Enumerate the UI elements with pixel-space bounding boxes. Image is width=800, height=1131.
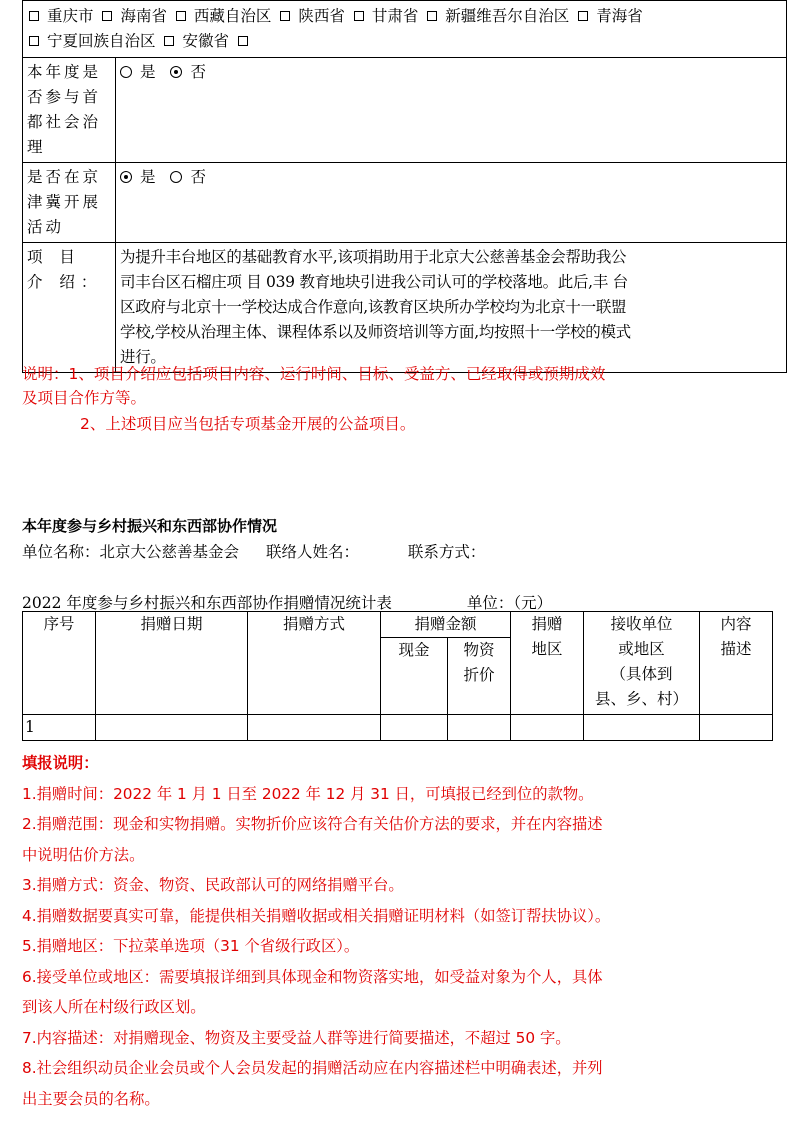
donation-table — [22, 611, 773, 741]
region-label: 宁夏回族自治区 — [47, 32, 156, 50]
instruction-item-cont: 到该人所在村级行政区划。 — [22, 998, 206, 1016]
header-line: 或地区 — [618, 640, 665, 658]
instruction-item-cont: 中说明估价方法。 — [22, 845, 145, 864]
label-line: 都社会治 — [27, 113, 102, 131]
region-label: 重庆市 — [47, 7, 94, 25]
header-goods — [448, 638, 511, 715]
checkbox-icon[interactable] — [29, 11, 39, 21]
note-line: 说明：1、项目介绍应包括项目内容、运行时间、目标、受益方、已经取得或预期成效 — [22, 365, 606, 383]
capital-governance-row — [23, 58, 787, 163]
checkbox-icon[interactable] — [578, 11, 588, 21]
radio-selected-icon[interactable] — [120, 171, 132, 183]
label-line: 理 — [27, 138, 46, 156]
region-label: 青海省 — [596, 7, 643, 25]
cell-date[interactable] — [96, 715, 248, 741]
intro-line: 区政府与北京十一学校达成合作意向,该教育区块所办学校均为北京十一联盟 — [120, 298, 627, 316]
capital-governance-options — [116, 58, 787, 163]
header-line: 折价 — [463, 666, 495, 684]
instruction-item: 5.捐赠地区：下拉菜单选项（31 个省级行政区）。 — [22, 937, 360, 955]
header-line: 地区 — [531, 640, 563, 658]
instruction-item: 3.捐赠方式：资金、物资、民政部认可的网络捐赠平台。 — [22, 876, 404, 894]
cell-method[interactable] — [248, 715, 381, 741]
contact-name: 联络人姓名： — [265, 543, 359, 561]
label-line: 是否在京 — [27, 168, 102, 186]
jingjinji-row — [23, 163, 787, 243]
fill-title: 填报说明： — [22, 754, 99, 772]
unit-info-line — [22, 540, 507, 562]
radio-empty-icon[interactable] — [120, 66, 132, 78]
header-method: 捐赠方式 — [248, 612, 381, 715]
unit-name: 单位名称：北京大公慈善基金会 — [22, 543, 240, 561]
region-label: 甘肃省 — [371, 7, 419, 25]
note-line: 及项目合作方等。 — [22, 389, 147, 407]
cell-cash[interactable] — [381, 715, 448, 741]
cell-goods[interactable] — [448, 715, 511, 741]
intro-line: 为提升丰台地区的基础教育水平,该项捐助用于北京大公慈善基金会帮助我公 — [120, 248, 627, 266]
stat-table-caption — [22, 591, 552, 613]
instruction-item: 4.捐赠数据要真实可靠，能提供相关捐赠收据或相关捐赠证明材料（如签订帮扶协议）。 — [22, 906, 611, 925]
header-seq: 序号 — [23, 612, 96, 715]
instruction-item: 8.社会组织动员企业会员或个人会员发起的捐赠活动应在内容描述栏中明确表述，并列 — [22, 1059, 603, 1077]
project-intro-row — [23, 243, 787, 373]
header-area — [511, 612, 584, 715]
cell-desc[interactable] — [700, 715, 773, 741]
header-row — [23, 612, 773, 638]
checkbox-icon[interactable] — [280, 11, 290, 21]
instruction-item: 6.接受单位或地区：需要填报详细到具体现金和物资落实地，如受益对象为个人，具体 — [22, 967, 603, 986]
header-line: 描述 — [720, 640, 752, 658]
intro-line: 进行。 — [120, 348, 166, 366]
header-line: 县、乡、村） — [594, 690, 688, 708]
header-line: 物资 — [463, 641, 495, 659]
jingjinji-options — [116, 163, 787, 243]
radio-label: 是 — [140, 168, 156, 186]
caption-text: 2022 年度参与乡村振兴和东西部协作捐赠情况统计表 — [22, 594, 392, 612]
header-line: 内容 — [720, 615, 752, 633]
project-intro-text — [116, 243, 787, 373]
instruction-item: 2.捐赠范围：现金和实物捐赠。实物折价应该符合有关估价方法的要求，并在内容描述 — [22, 815, 603, 833]
region-label: 新疆维吾尔自治区 — [445, 7, 570, 25]
table-row — [23, 715, 773, 741]
project-info-table — [22, 0, 787, 373]
project-note-2: 2、上述项目应当包括专项基金开展的公益项目。 — [80, 415, 416, 433]
radio-label: 是 — [140, 63, 156, 81]
radio-label: 否 — [190, 168, 206, 186]
cell-receiver[interactable] — [584, 715, 700, 741]
region-label: 西藏自治区 — [193, 7, 272, 25]
checkbox-icon[interactable] — [176, 11, 186, 21]
checkbox-icon[interactable] — [427, 11, 437, 21]
header-line: （具体到 — [610, 665, 673, 683]
header-line: 接收单位 — [610, 615, 673, 633]
region-label: 海南省 — [120, 7, 167, 25]
unit-label: 单位：（元） — [466, 594, 553, 612]
intro-line: 司丰台区石榴庄项 目 039 教育地块引进我公司认可的学校落地。此后,丰 台 — [120, 273, 628, 291]
checkbox-icon[interactable] — [354, 11, 364, 21]
cell-area[interactable] — [511, 715, 584, 741]
capital-governance-label — [23, 58, 116, 163]
intro-line: 学校,学校从治理主体、课程体系以及师资培训等方面,均按照十一学校的模式 — [120, 323, 631, 341]
cell-seq[interactable]: 1 — [23, 715, 96, 741]
label-line: 津冀开展 — [27, 193, 102, 211]
radio-selected-icon[interactable] — [170, 66, 182, 78]
instruction-item-cont: 出主要会员的名称。 — [22, 1089, 160, 1108]
header-desc — [700, 612, 773, 715]
header-receiver — [584, 612, 700, 715]
header-date: 捐赠日期 — [96, 612, 248, 715]
region-label: 陕西省 — [298, 7, 345, 25]
region-label: 安徽省 — [182, 32, 229, 50]
checkbox-icon[interactable] — [102, 11, 112, 21]
header-amount: 捐赠金额 — [381, 612, 511, 638]
regions-row — [23, 1, 787, 58]
radio-no-option[interactable] — [170, 60, 206, 85]
regions-cell — [23, 1, 787, 58]
section-title: 本年度参与乡村振兴和东西部协作情况 — [22, 517, 278, 535]
header-cash: 现金 — [381, 638, 448, 715]
jingjinji-label — [23, 163, 116, 243]
radio-yes-option[interactable] — [120, 165, 156, 190]
instruction-item: 7.内容描述：对捐赠现金、物资及主要受益人群等进行简要描述，不超过 50 字。 — [22, 1028, 571, 1047]
label-line: 否参与首 — [27, 88, 102, 106]
checkbox-icon[interactable] — [29, 36, 39, 46]
project-intro-label: 项 目 介 绍： — [23, 243, 116, 373]
contact-method: 联系方式： — [407, 543, 486, 561]
radio-empty-icon[interactable] — [170, 171, 182, 183]
label-line: 活动 — [27, 218, 65, 236]
instruction-item: 1.捐赠时间：2022 年 1 月 1 日至 2022 年 12 月 31 日，可填报已经到位的款物。 — [22, 784, 594, 803]
checkbox-icon[interactable] — [164, 36, 174, 46]
radio-no-option[interactable] — [170, 165, 206, 190]
radio-label: 否 — [190, 63, 206, 81]
fill-instructions — [22, 748, 787, 1114]
radio-yes-option[interactable] — [120, 60, 156, 85]
label-line: 本年度是 — [27, 63, 102, 81]
header-line: 捐赠 — [531, 615, 563, 633]
checkbox-icon[interactable] — [238, 36, 248, 46]
project-notes — [22, 362, 787, 410]
